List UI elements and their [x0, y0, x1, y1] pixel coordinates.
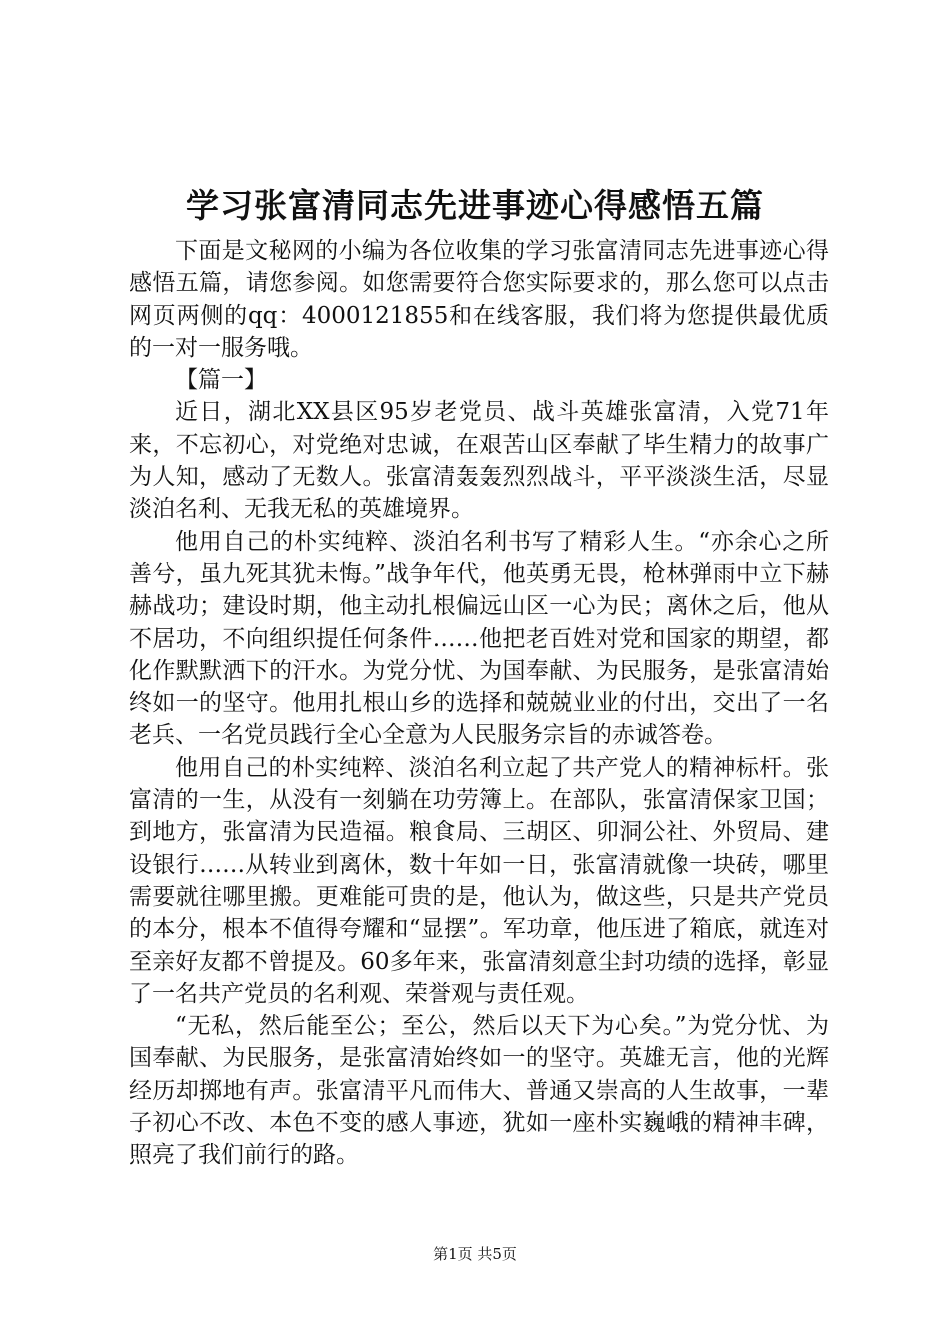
- document-title: 学习张富清同志先进事迹心得感悟五篇: [186, 186, 764, 225]
- body-paragraph: 近日，湖北XX县区95岁老党员、战斗英雄张富清，入党71年来，不忘初心，对党绝对忠诚，在艰苦山区奉献了毕生精力的故事广为人知，感动了无数人。张富清轰轰烈烈战斗，平平淡淡生活，尽显淡泊名利、无我无私的英雄境界。: [129, 399, 829, 523]
- body-paragraph: “无私，然后能至公；至公，然后以天下为心矣。”为党分忧、为国奉献、为民服务，是张富清始终如一的坚守。英雄无言，他的光辉经历却掷地有声。张富清平凡而伟大、普通又崇高的人生故事，一辈子初心不改、本色不变的感人事迹，犹如一座朴实巍峨的精神丰碑，照亮了我们前行的路。: [129, 1013, 829, 1169]
- body-paragraph: 他用自己的朴实纯粹、淡泊名利立起了共产党人的精神标杆。张富清的一生，从没有一刻躺在功劳簿上。在部队，张富清保家卫国；到地方，张富清为民造福。粮食局、三胡区、卯洞公社、外贸局、建设银行……从转业到离休，数十年如一日，张富清就像一块砖，哪里需要就往哪里搬。更难能可贵的是，他认为，做这些，只是共产党员的本分，根本不值得夸耀和“显摆”。军功章，他压进了箱底，就连对至亲好友都不曾提及。60多年来，张富清刻意尘封功绩的选择，彰显了一名共产党员的名利观、荣誉观与责任观。: [129, 754, 829, 1007]
- document-body: [129, 235, 829, 1172]
- intro-paragraph: 下面是文秘网的小编为各位收集的学习张富清同志先进事迹心得感悟五篇，请您参阅。如您需要符合您实际要求的，那么您可以点击网页两侧的qq：4000121855和在线客服，我们将为您提供最优质的一对一服务哦。: [129, 238, 829, 361]
- section-heading: 【篇一】: [175, 367, 267, 394]
- page-footer: 第1页 共5页: [433, 1245, 517, 1263]
- body-paragraph: 他用自己的朴实纯粹、淡泊名利书写了精彩人生。“亦余心之所善兮，虽九死其犹未悔。”战争年代，他英勇无畏，枪林弹雨中立下赫赫战功；建设时期，他主动扎根偏远山区一心为民；离休之后，他从不居功，不向组织提任何条件……他把老百姓对党和国家的期望，都化作默默洒下的汗水。为党分忧、为国奉献、为民服务，是张富清始终如一的坚守。他用扎根山乡的选择和兢兢业业的付出，交出了一名老兵、一名党员践行全心全意为人民服务宗旨的赤诚答卷。: [129, 528, 829, 749]
